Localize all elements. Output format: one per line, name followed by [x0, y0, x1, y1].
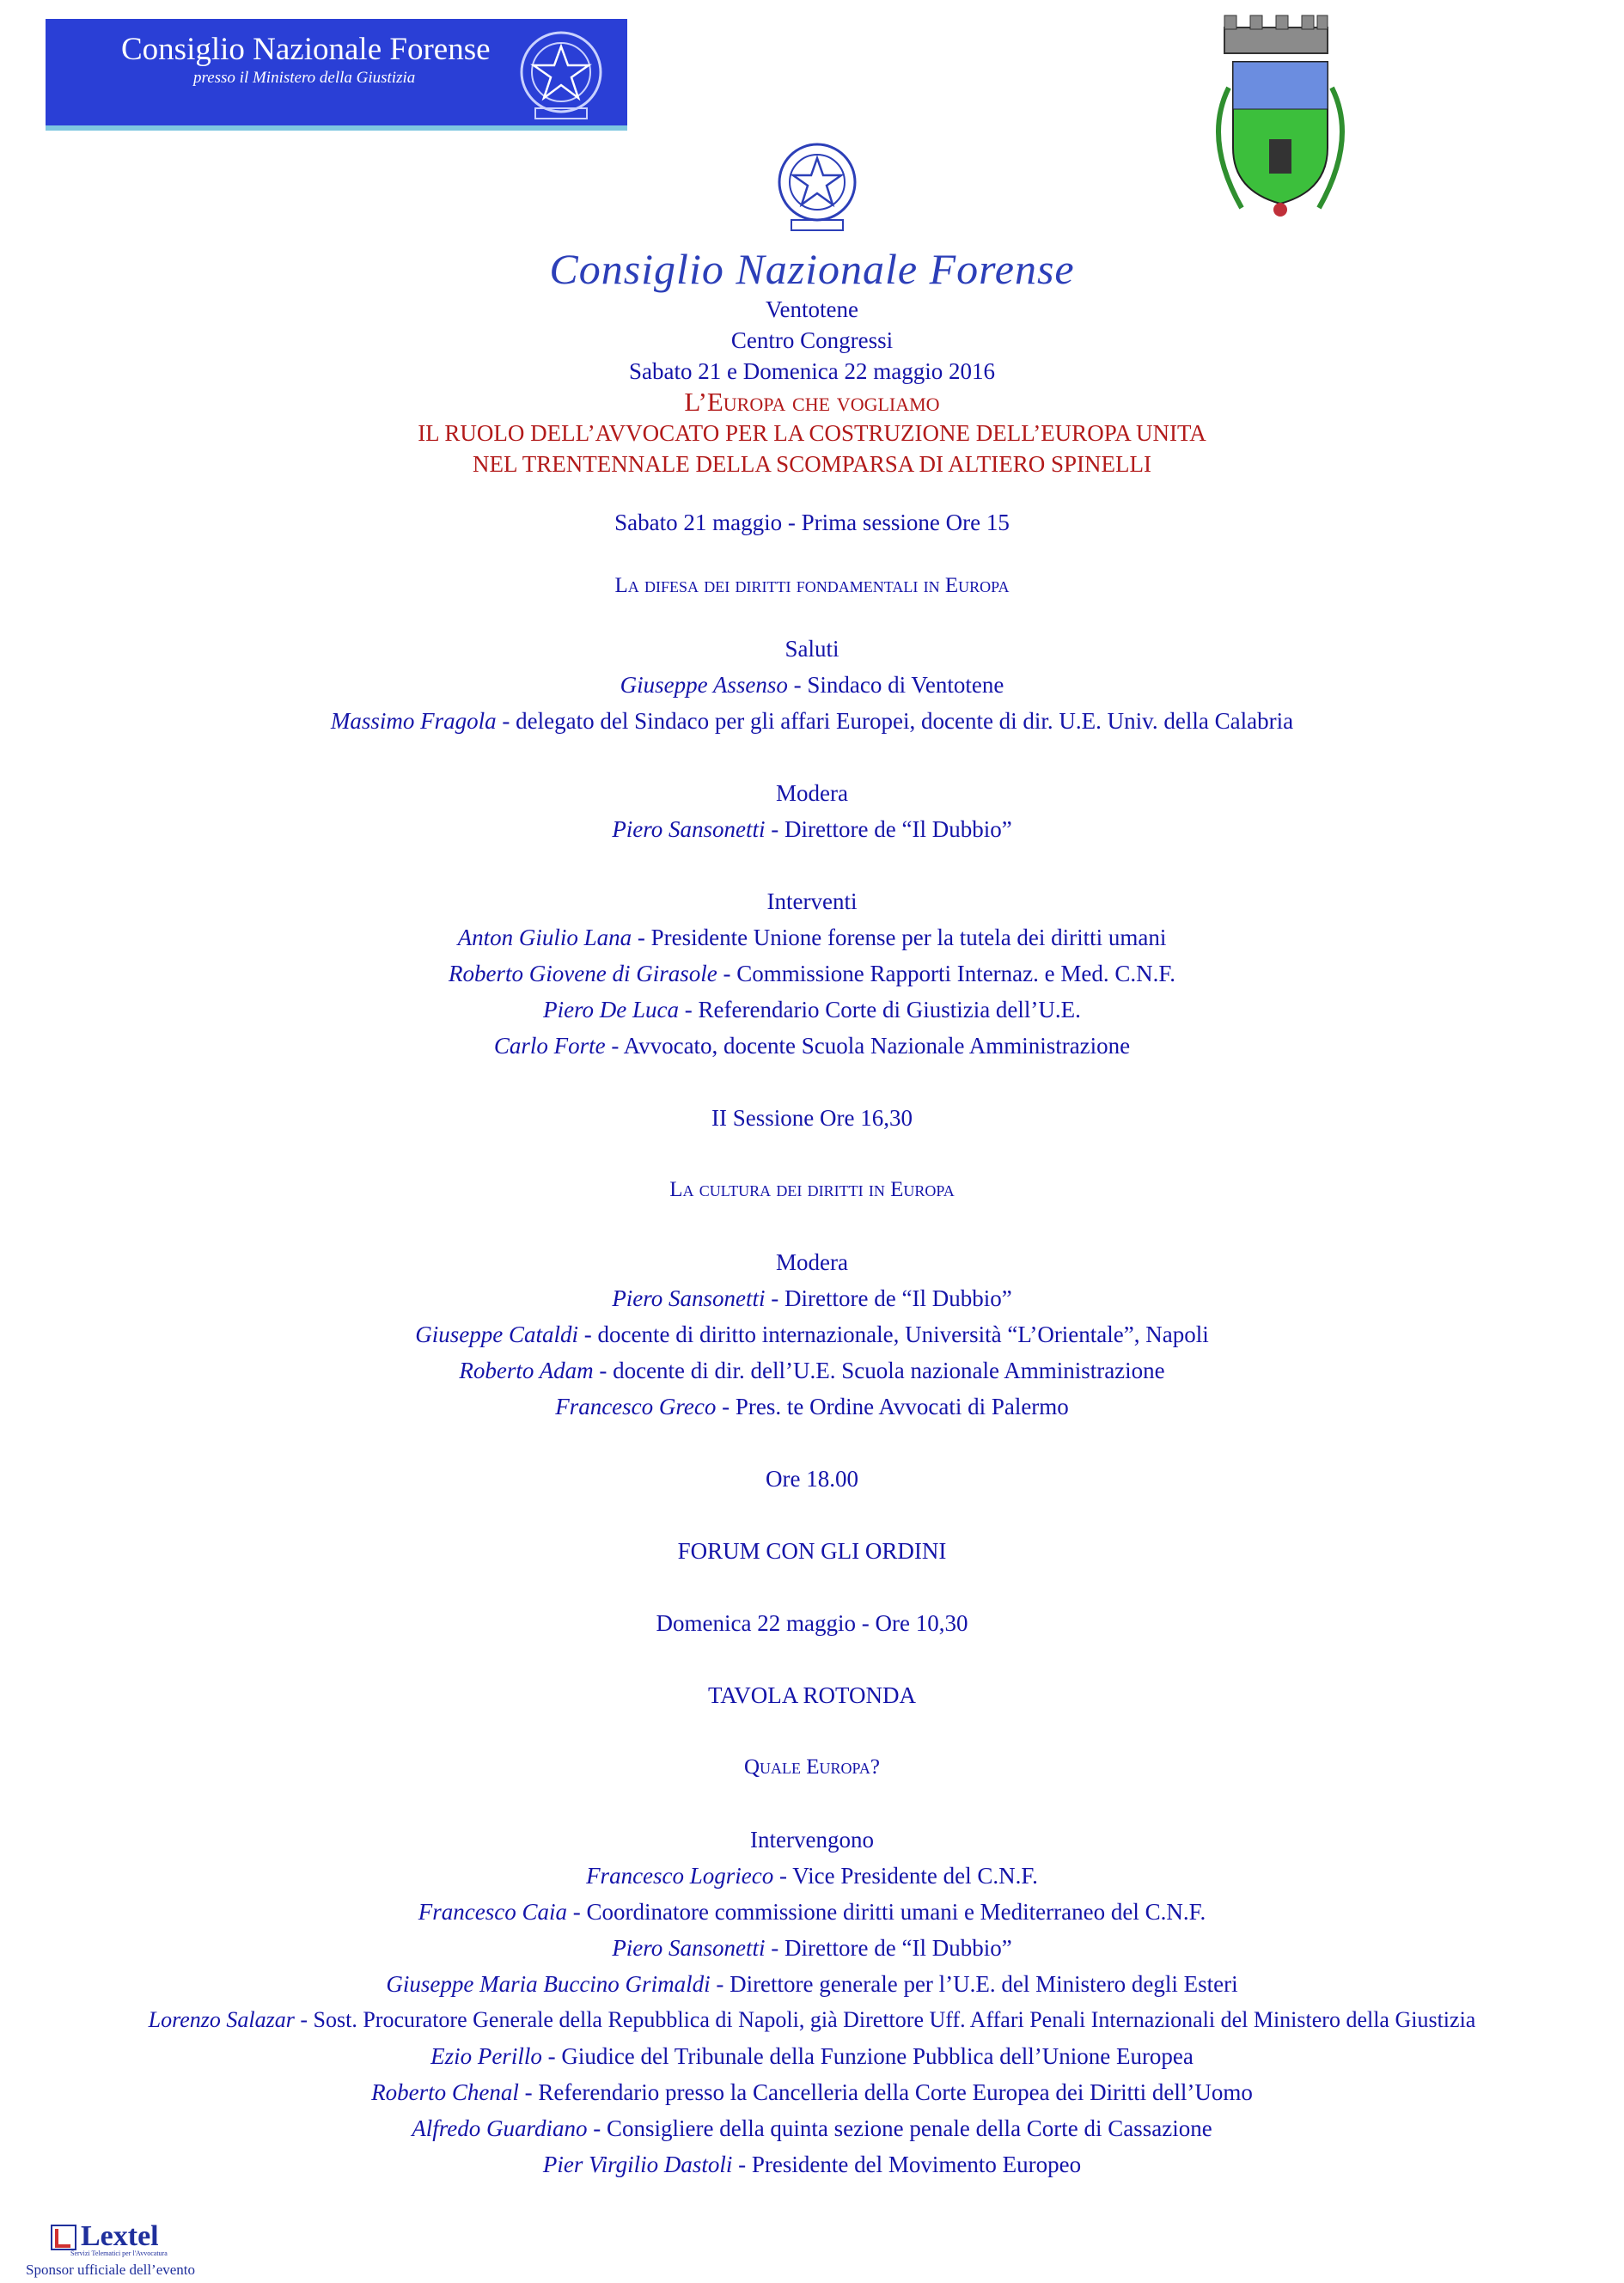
speaker-role: - Presidente Unione forense per la tutela dei diritti umani: [632, 925, 1167, 950]
speaker-name: Giuseppe Cataldi: [415, 1322, 578, 1347]
speaker-role: - Presidente del Movimento Europeo: [732, 2152, 1082, 2177]
speaker-role: - docente di diritto internazionale, Università “L’Orientale”, Napoli: [578, 1322, 1209, 1347]
speaker-role: - Commissione Rapporti Internaz. e Med. C.N.F.: [717, 961, 1175, 986]
speaker-line: [0, 1930, 1624, 1966]
speaker-role: - delegato del Sindaco per gli affari Europei, docente di dir. U.E. Univ. della Calabria: [496, 708, 1294, 734]
sponsor-tagline: Servizi Telematici per l'Avvocatura: [70, 2249, 168, 2257]
speaker-line: [0, 2110, 1624, 2146]
speaker-name: Piero Sansonetti: [612, 816, 766, 842]
sunday-header: Domenica 22 maggio - Ore 10,30: [656, 1610, 968, 1636]
speaker-role: - Direttore de “Il Dubbio”: [765, 816, 1012, 842]
speaker-role: - Coordinatore commissione diritti umani e Mediterraneo del C.N.F.: [567, 1899, 1206, 1925]
speaker-role: - Referendario presso la Cancelleria della Corte Europea dei Diritti dell’Uomo: [518, 2079, 1253, 2105]
municipal-crest-icon: [1190, 10, 1371, 232]
speaker-name: Piero Sansonetti: [612, 1285, 766, 1311]
sunday-title: TAVOLA ROTONDA: [707, 1682, 917, 1708]
speaker-name: Ezio Perillo: [430, 2043, 542, 2069]
sponsor-name: Lextel: [81, 2220, 159, 2252]
italian-republic-emblem-icon: [769, 136, 865, 237]
speaker-line: [0, 1028, 1624, 1064]
speaker-role: - Direttore de “Il Dubbio”: [765, 1285, 1012, 1311]
event-venue: Centro Congressi: [730, 327, 894, 353]
speaker-role: - Avvocato, docente Scuola Nazionale Amministrazione: [605, 1033, 1131, 1059]
speaker-name: Roberto Chenal: [371, 2079, 519, 2105]
speaker-line: [0, 1352, 1624, 1389]
speaker-line: [0, 1894, 1624, 1930]
session1-theme: La difesa dei diritti fondamentali in Europa: [614, 574, 1010, 597]
interventi-label: Interventi: [766, 888, 858, 914]
speaker-role: - Giudice del Tribunale della Funzione Pubblica dell’Unione Europea: [541, 2043, 1194, 2069]
script-title: Consiglio Nazionale Forense: [549, 245, 1075, 293]
speaker-role: - Direttore generale per l’U.E. del Ministero degli Esteri: [710, 1971, 1238, 1997]
speaker-role: - Pres. te Ordine Avvocati di Palermo: [716, 1394, 1069, 1419]
speaker-name: Pier Virgilio Dastoli: [542, 2152, 733, 2177]
event-place: Ventotene: [766, 296, 858, 322]
speaker-line: [0, 703, 1624, 739]
speaker-name: Francesco Greco: [555, 1394, 717, 1419]
speaker-role: - Sindaco di Ventotene: [787, 672, 1004, 698]
session2-header: II Sessione Ore 16,30: [711, 1105, 913, 1131]
speaker-name: Piero De Luca: [543, 997, 680, 1022]
speaker-line: [0, 992, 1624, 1028]
speaker-line: [0, 2146, 1624, 2182]
speaker-name: Alfredo Guardiano: [412, 2115, 588, 2141]
speaker-line: [0, 955, 1624, 992]
speaker-role: - Referendario Corte di Giustizia dell’U.E.: [679, 997, 1081, 1022]
forum-time: Ore 18.00: [766, 1466, 858, 1492]
speaker-line: [0, 2038, 1624, 2074]
event-subtitle-2: NEL TRENTENNALE DELLA SCOMPARSA DI ALTIERO SPINELLI: [472, 451, 1152, 477]
speaker-name: Lorenzo Salazar: [148, 2007, 295, 2032]
speaker-name: Anton Giulio Lana: [457, 925, 632, 950]
speaker-line: [0, 1389, 1624, 1425]
header-banner: [46, 19, 627, 131]
speaker-name: Giuseppe Maria Buccino Grimaldi: [386, 1971, 711, 1997]
sponsor-block: [19, 2220, 199, 2280]
speaker-role: - Direttore de “Il Dubbio”: [765, 1935, 1012, 1961]
program-document: [0, 294, 1624, 2182]
intervengono-label: Intervengono: [750, 1827, 874, 1853]
speaker-line: [0, 1966, 1624, 2002]
speaker-role: - Consigliere della quinta sezione penale della Corte di Cassazione: [587, 2115, 1212, 2141]
speaker-line: [0, 1280, 1624, 1316]
saluti-label: Saluti: [785, 636, 839, 662]
lextel-logo-icon: [50, 2224, 77, 2251]
banner-title: Consiglio Nazionale Forense: [121, 32, 491, 67]
sunday-theme: Quale Europa?: [743, 1755, 881, 1779]
modera-label: Modera: [776, 1249, 848, 1275]
italian-republic-emblem-icon: [510, 22, 613, 125]
speaker-role: - Vice Presidente del C.N.F.: [773, 1863, 1038, 1889]
banner-subtitle: presso il Ministero della Giustizia: [193, 69, 416, 87]
sponsor-note: Sponsor ufficiale dell’evento: [26, 2262, 196, 2278]
speaker-line: [0, 811, 1624, 847]
speaker-line: [0, 1316, 1624, 1352]
forum-title: FORUM CON GLI ORDINI: [677, 1538, 947, 1564]
event-dates: Sabato 21 e Domenica 22 maggio 2016: [629, 358, 995, 384]
speaker-line: [0, 667, 1624, 703]
speaker-line: [0, 2074, 1624, 2110]
speaker-name: Francesco Logrieco: [586, 1863, 774, 1889]
session1-header: Sabato 21 maggio - Prima sessione Ore 15: [614, 510, 1010, 535]
speaker-line: [0, 919, 1624, 955]
modera-label: Modera: [776, 780, 848, 806]
speaker-name: Francesco Caia: [418, 1899, 568, 1925]
speaker-line: [0, 1858, 1624, 1894]
event-subtitle-1: IL RUOLO DELL’AVVOCATO PER LA COSTRUZIONE DELL’EUROPA UNITA: [418, 420, 1206, 446]
speaker-name: Carlo Forte: [493, 1033, 606, 1059]
speaker-name: Roberto Giovene di Girasole: [449, 961, 717, 986]
event-title: L’Europa che vogliamo: [684, 387, 940, 417]
speaker-name: Piero Sansonetti: [612, 1935, 766, 1961]
speaker-line: [0, 2002, 1624, 2038]
speaker-name: Roberto Adam: [459, 1358, 594, 1383]
speaker-role: - docente di dir. dell’U.E. Scuola nazionale Amministrazione: [593, 1358, 1165, 1383]
speaker-role: - Sost. Procuratore Generale della Repubblica di Napoli, già Direttore Uff. Affari Penali Internazionali del Ministero della Giustizia: [294, 2007, 1476, 2032]
speaker-name: Giuseppe Assenso: [620, 672, 788, 698]
speaker-name: Massimo Fragola: [330, 708, 497, 734]
session2-theme: La cultura dei diritti in Europa: [669, 1178, 955, 1201]
